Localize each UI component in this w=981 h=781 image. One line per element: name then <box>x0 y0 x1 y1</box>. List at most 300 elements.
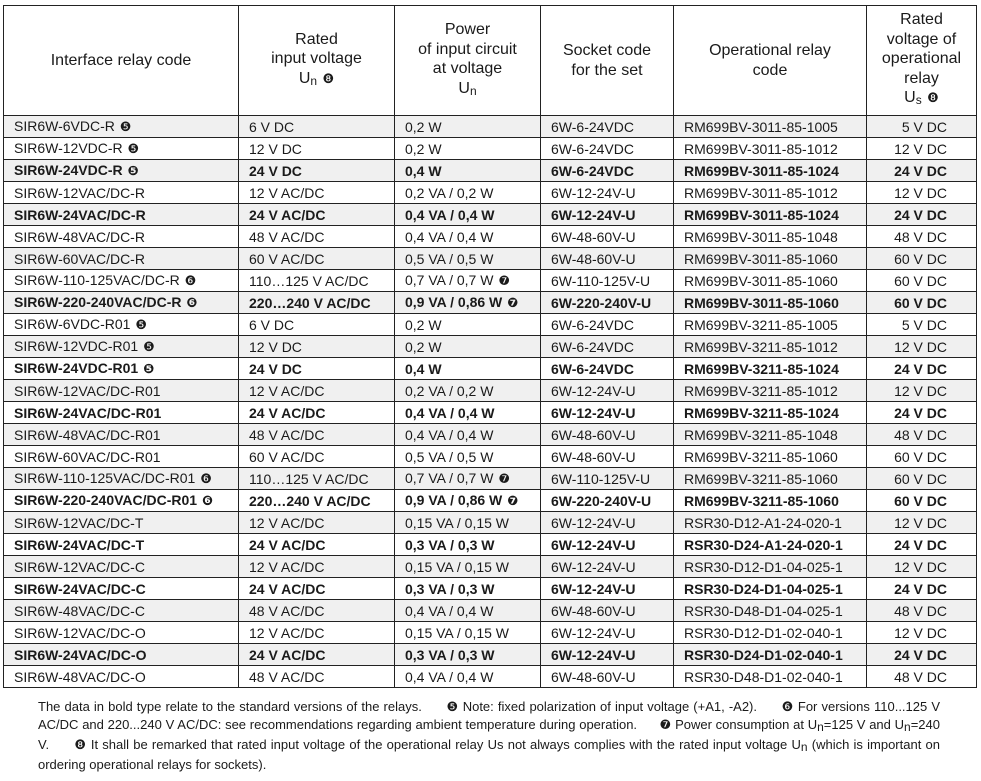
interface-relay-code: SIR6W-6VDC-R <box>14 118 115 134</box>
operational-relay-code: RSR30-D12-D1-04-025-1 <box>684 558 843 575</box>
rated-voltage-us: 24 V DC <box>894 404 947 421</box>
rated-input-voltage: 12 V AC/DC <box>249 184 325 201</box>
socket-code: 6W-48-60V-U <box>551 426 636 443</box>
rated-input-voltage: 12 V AC/DC <box>249 514 325 531</box>
table-row <box>4 138 977 160</box>
table-row <box>4 182 977 204</box>
cell-socket-code <box>541 666 674 688</box>
cell-interface-relay-code <box>4 556 239 578</box>
cell-socket-code <box>541 424 674 446</box>
note-marker-7: ❼ <box>659 717 672 732</box>
relay-table <box>3 5 977 688</box>
socket-code: 6W-48-60V-U <box>551 602 636 619</box>
operational-relay-code: RSR30-D12-A1-24-020-1 <box>684 514 842 531</box>
input-power: 0,4 W <box>405 360 442 377</box>
socket-code: 6W-6-24VDC <box>551 316 634 333</box>
input-power: 0,4 VA / 0,4 W <box>405 426 494 443</box>
rated-voltage-us: 12 V DC <box>894 140 947 157</box>
rated-voltage-us: 60 V DC <box>894 294 947 311</box>
note-marker: ❺ <box>143 361 155 376</box>
table-row <box>4 116 977 138</box>
interface-relay-code: SIR6W-12VAC/DC-T <box>14 514 144 531</box>
note-marker-8: ❽ <box>927 90 939 106</box>
cell-interface-relay-code <box>4 424 239 446</box>
rated-input-voltage: 24 V AC/DC <box>249 206 326 223</box>
cell-power <box>395 600 541 622</box>
input-power: 0,5 VA / 0,5 W <box>405 448 494 465</box>
cell-interface-relay-code <box>4 512 239 534</box>
cell-rated-input-voltage <box>239 424 395 446</box>
input-power: 0,4 VA / 0,4 W <box>405 228 494 245</box>
operational-relay-code: RM699BV-3011-85-1060 <box>684 250 838 267</box>
table-row <box>4 402 977 424</box>
interface-relay-code: SIR6W-12VAC/DC-R <box>14 184 145 201</box>
cell-operational-relay-code <box>674 292 867 314</box>
note-marker: ❺ <box>119 119 132 134</box>
cell-rated-input-voltage <box>239 204 395 226</box>
header-operational-relay-code: Operational relay code <box>674 6 867 116</box>
cell-power <box>395 270 541 292</box>
operational-relay-code: RSR30-D48-D1-04-025-1 <box>684 602 843 619</box>
cell-operational-relay-code <box>674 512 867 534</box>
rated-input-voltage: 6 V DC <box>249 118 295 135</box>
cell-socket-code <box>541 292 674 314</box>
cell-rated-voltage-us <box>867 578 977 600</box>
socket-code: 6W-6-24VDC <box>551 162 634 179</box>
rated-input-voltage: 12 V AC/DC <box>249 382 325 399</box>
rated-input-voltage: 60 V AC/DC <box>249 448 325 465</box>
rated-input-voltage: 220…240 V AC/DC <box>249 294 371 311</box>
input-power: 0,2 VA / 0,2 W <box>405 382 494 399</box>
cell-socket-code <box>541 226 674 248</box>
cell-interface-relay-code <box>4 644 239 666</box>
cell-rated-input-voltage <box>239 160 395 182</box>
cell-socket-code <box>541 138 674 160</box>
cell-interface-relay-code <box>4 314 239 336</box>
footnotes <box>38 698 940 774</box>
interface-relay-code: SIR6W-48VAC/DC-C <box>14 602 145 619</box>
rated-voltage-us: 12 V DC <box>894 514 947 531</box>
note-marker-5: ❺ <box>446 699 459 714</box>
input-power: 0,2 W <box>405 338 442 355</box>
input-power: 0,4 VA / 0,4 W <box>405 206 495 223</box>
cell-rated-voltage-us <box>867 314 977 336</box>
operational-relay-code: RM699BV-3011-85-1012 <box>684 140 838 157</box>
operational-relay-code: RM699BV-3211-85-1048 <box>684 426 838 443</box>
operational-relay-code: RM699BV-3211-85-1060 <box>684 492 839 509</box>
cell-rated-input-voltage <box>239 534 395 556</box>
operational-relay-code: RM699BV-3011-85-1012 <box>684 184 838 201</box>
rated-voltage-us: 24 V DC <box>894 162 947 179</box>
cell-rated-voltage-us <box>867 204 977 226</box>
socket-code: 6W-12-24V-U <box>551 580 636 597</box>
operational-relay-code: RM699BV-3211-85-1024 <box>684 404 839 421</box>
interface-relay-code: SIR6W-24VDC-R <box>14 162 123 178</box>
interface-relay-code: SIR6W-220-240VAC/DC-R <box>14 294 182 310</box>
cell-interface-relay-code <box>4 270 239 292</box>
cell-rated-voltage-us <box>867 226 977 248</box>
cell-socket-code <box>541 468 674 490</box>
cell-interface-relay-code <box>4 446 239 468</box>
cell-power <box>395 402 541 424</box>
note-marker: ❺ <box>143 339 155 354</box>
interface-relay-code: SIR6W-24VAC/DC-T <box>14 536 145 553</box>
socket-code: 6W-12-24V-U <box>551 404 636 421</box>
socket-code: 6W-12-24V-U <box>551 382 636 399</box>
note-8-text: It shall be remarked that rated input voltage of the operational relay Us not always complies with the rated input voltage Un (which is important on ordering operational relays for sockets). <box>38 737 940 772</box>
socket-code: 6W-12-24V-U <box>551 624 636 641</box>
rated-voltage-us: 5 V DC <box>901 118 947 135</box>
input-power: 0,4 VA / 0,4 W <box>405 602 494 619</box>
rated-voltage-us: 48 V DC <box>894 426 947 443</box>
rated-input-voltage: 220…240 V AC/DC <box>249 492 371 509</box>
rated-voltage-us: 24 V DC <box>894 360 947 377</box>
input-power: 0,4 VA / 0,4 W <box>405 404 495 421</box>
cell-interface-relay-code <box>4 248 239 270</box>
cell-rated-input-voltage <box>239 226 395 248</box>
note-marker: ❼ <box>507 295 519 310</box>
interface-relay-code: SIR6W-24VDC-R01 <box>14 360 139 376</box>
cell-interface-relay-code <box>4 182 239 204</box>
input-power: 0,7 VA / 0,7 W <box>405 470 494 486</box>
cell-socket-code <box>541 600 674 622</box>
rated-voltage-us: 48 V DC <box>894 602 947 619</box>
cell-power <box>395 578 541 600</box>
socket-code: 6W-12-24V-U <box>551 184 636 201</box>
cell-interface-relay-code <box>4 358 239 380</box>
note-7-text: Power consumption at Un=125 V and Un=240 V. <box>38 717 941 752</box>
cell-socket-code <box>541 446 674 468</box>
operational-relay-code: RM699BV-3211-85-1005 <box>684 316 838 333</box>
input-power: 0,2 VA / 0,2 W <box>405 184 494 201</box>
input-power: 0,4 W <box>405 162 442 179</box>
input-power: 0,15 VA / 0,15 W <box>405 514 510 531</box>
cell-socket-code <box>541 248 674 270</box>
cell-socket-code <box>541 204 674 226</box>
cell-operational-relay-code <box>674 358 867 380</box>
cell-rated-input-voltage <box>239 270 395 292</box>
cell-rated-input-voltage <box>239 116 395 138</box>
note-6-text: For versions 110...125 V AC/DC and 220...240 V AC/DC: see recommendations regarding ambient temperature during operation. <box>38 699 941 732</box>
interface-relay-code: SIR6W-220-240VAC/DC-R01 <box>14 492 198 508</box>
rated-voltage-us: 12 V DC <box>894 558 947 575</box>
table-row <box>4 204 977 226</box>
cell-rated-voltage-us <box>867 182 977 204</box>
cell-rated-voltage-us <box>867 116 977 138</box>
cell-operational-relay-code <box>674 600 867 622</box>
input-power: 0,3 VA / 0,3 W <box>405 646 495 663</box>
cell-power <box>395 556 541 578</box>
cell-socket-code <box>541 644 674 666</box>
interface-relay-code: SIR6W-48VAC/DC-O <box>14 668 146 685</box>
cell-operational-relay-code <box>674 644 867 666</box>
cell-rated-input-voltage <box>239 314 395 336</box>
cell-rated-input-voltage <box>239 248 395 270</box>
cell-interface-relay-code <box>4 622 239 644</box>
cell-operational-relay-code <box>674 622 867 644</box>
note-marker: ❺ <box>127 141 140 156</box>
cell-rated-voltage-us <box>867 358 977 380</box>
cell-socket-code <box>541 160 674 182</box>
cell-operational-relay-code <box>674 204 867 226</box>
rated-input-voltage: 24 V AC/DC <box>249 536 326 553</box>
cell-power <box>395 226 541 248</box>
note-marker: ❼ <box>507 493 519 508</box>
header-rated-voltage-operational-relay: Rated voltage of operational relay Us ❽ <box>867 6 977 116</box>
cell-socket-code <box>541 512 674 534</box>
operational-relay-code: RM699BV-3211-85-1024 <box>684 360 839 377</box>
rated-input-voltage: 24 V AC/DC <box>249 580 326 597</box>
rated-voltage-us: 48 V DC <box>894 228 947 245</box>
table-row <box>4 578 977 600</box>
rated-input-voltage: 12 V AC/DC <box>249 558 325 575</box>
cell-rated-voltage-us <box>867 622 977 644</box>
cell-power <box>395 314 541 336</box>
rated-input-voltage: 48 V AC/DC <box>249 602 325 619</box>
header-power-input-circuit: Power of input circuit at voltage Un <box>395 6 541 116</box>
cell-power <box>395 336 541 358</box>
operational-relay-code: RM699BV-3211-85-1012 <box>684 382 838 399</box>
note-marker-8: ❽ <box>74 737 87 752</box>
note-marker: ❻ <box>186 295 198 310</box>
operational-relay-code: RSR30-D24-A1-24-020-1 <box>684 536 843 553</box>
cell-rated-input-voltage <box>239 358 395 380</box>
note-marker: ❼ <box>498 273 510 288</box>
cell-operational-relay-code <box>674 490 867 512</box>
cell-rated-voltage-us <box>867 270 977 292</box>
socket-code: 6W-48-60V-U <box>551 250 636 267</box>
cell-interface-relay-code <box>4 160 239 182</box>
interface-relay-code: SIR6W-24VAC/DC-R01 <box>14 404 162 421</box>
cell-socket-code <box>541 336 674 358</box>
input-power: 0,4 VA / 0,4 W <box>405 668 494 685</box>
table-row <box>4 534 977 556</box>
operational-relay-code: RSR30-D24-D1-04-025-1 <box>684 580 843 597</box>
rated-input-voltage: 24 V AC/DC <box>249 646 326 663</box>
cell-rated-voltage-us <box>867 336 977 358</box>
socket-code: 6W-48-60V-U <box>551 448 636 465</box>
cell-socket-code <box>541 556 674 578</box>
rated-input-voltage: 24 V DC <box>249 162 302 179</box>
cell-rated-input-voltage <box>239 666 395 688</box>
cell-operational-relay-code <box>674 534 867 556</box>
input-power: 0,2 W <box>405 316 442 333</box>
header-row <box>4 6 977 116</box>
rated-voltage-us: 12 V DC <box>894 338 947 355</box>
socket-code: 6W-48-60V-U <box>551 228 636 245</box>
cell-operational-relay-code <box>674 578 867 600</box>
cell-rated-voltage-us <box>867 248 977 270</box>
note-marker: ❻ <box>184 273 197 288</box>
socket-code: 6W-110-125V-U <box>551 470 651 487</box>
table-row <box>4 424 977 446</box>
table-row <box>4 600 977 622</box>
cell-operational-relay-code <box>674 556 867 578</box>
cell-operational-relay-code <box>674 138 867 160</box>
cell-rated-input-voltage <box>239 402 395 424</box>
socket-code: 6W-12-24V-U <box>551 536 636 553</box>
cell-socket-code <box>541 182 674 204</box>
table-row <box>4 270 977 292</box>
rated-input-voltage: 24 V AC/DC <box>249 404 326 421</box>
cell-rated-input-voltage <box>239 468 395 490</box>
note-marker: ❺ <box>135 317 147 332</box>
input-power: 0,3 VA / 0,3 W <box>405 580 495 597</box>
rated-input-voltage: 6 V DC <box>249 316 295 333</box>
table-row <box>4 314 977 336</box>
socket-code: 6W-6-24VDC <box>551 338 634 355</box>
cell-interface-relay-code <box>4 600 239 622</box>
table-row <box>4 160 977 182</box>
cell-socket-code <box>541 490 674 512</box>
note-5-text: Note: fixed polarization of input voltage (+A1, -A2). <box>462 699 757 714</box>
cell-interface-relay-code <box>4 666 239 688</box>
note-marker-6: ❻ <box>781 699 794 714</box>
note-marker: ❺ <box>127 163 139 178</box>
interface-relay-code: SIR6W-12VAC/DC-R01 <box>14 382 161 399</box>
cell-operational-relay-code <box>674 336 867 358</box>
cell-operational-relay-code <box>674 160 867 182</box>
note-marker: ❻ <box>200 471 212 486</box>
cell-rated-voltage-us <box>867 600 977 622</box>
operational-relay-code: RSR30-D12-D1-02-040-1 <box>684 624 843 641</box>
operational-relay-code: RM699BV-3011-85-1005 <box>684 118 838 135</box>
rated-input-voltage: 110…125 V AC/DC <box>249 272 369 289</box>
interface-relay-code: SIR6W-110-125VAC/DC-R01 <box>14 470 196 486</box>
cell-rated-voltage-us <box>867 666 977 688</box>
cell-rated-input-voltage <box>239 446 395 468</box>
cell-power <box>395 622 541 644</box>
cell-rated-voltage-us <box>867 292 977 314</box>
table-row <box>4 468 977 490</box>
note-marker: ❼ <box>498 471 510 486</box>
cell-interface-relay-code <box>4 336 239 358</box>
cell-rated-voltage-us <box>867 468 977 490</box>
cell-power <box>395 138 541 160</box>
input-power: 0,9 VA / 0,86 W <box>405 294 503 310</box>
socket-code: 6W-110-125V-U <box>551 272 651 289</box>
socket-code: 6W-12-24V-U <box>551 514 636 531</box>
cell-interface-relay-code <box>4 138 239 160</box>
rated-input-voltage: 48 V AC/DC <box>249 228 325 245</box>
table-row <box>4 666 977 688</box>
socket-code: 6W-12-24V-U <box>551 558 636 575</box>
socket-code: 6W-6-24VDC <box>551 118 634 135</box>
note-bold-standard: The data in bold type relate to the standard versions of the relays. <box>38 699 422 714</box>
interface-relay-code: SIR6W-24VAC/DC-C <box>14 580 146 597</box>
table-row <box>4 248 977 270</box>
input-power: 0,7 VA / 0,7 W <box>405 272 494 288</box>
header-rated-input-voltage: Rated input voltage Un ❽ <box>239 6 395 116</box>
table-row <box>4 622 977 644</box>
socket-code: 6W-12-24V-U <box>551 646 636 663</box>
cell-rated-input-voltage <box>239 622 395 644</box>
table-row <box>4 380 977 402</box>
table-row <box>4 226 977 248</box>
cell-rated-input-voltage <box>239 556 395 578</box>
interface-relay-code: SIR6W-24VAC/DC-O <box>14 646 147 663</box>
rated-voltage-us: 60 V DC <box>894 470 947 487</box>
cell-operational-relay-code <box>674 248 867 270</box>
cell-rated-input-voltage <box>239 512 395 534</box>
operational-relay-code: RM699BV-3011-85-1060 <box>684 294 839 311</box>
cell-power <box>395 534 541 556</box>
operational-relay-code: RSR30-D48-D1-02-040-1 <box>684 668 843 685</box>
socket-code: 6W-220-240V-U <box>551 294 652 311</box>
cell-rated-voltage-us <box>867 556 977 578</box>
rated-voltage-us: 60 V DC <box>894 272 947 289</box>
socket-code: 6W-6-24VDC <box>551 360 634 377</box>
rated-voltage-us: 12 V DC <box>894 184 947 201</box>
note-marker-8: ❽ <box>322 70 335 86</box>
cell-socket-code <box>541 358 674 380</box>
cell-operational-relay-code <box>674 468 867 490</box>
cell-operational-relay-code <box>674 446 867 468</box>
header-interface-relay-code: Interface relay code <box>4 6 239 116</box>
socket-code: 6W-6-24VDC <box>551 140 634 157</box>
rated-voltage-us: 24 V DC <box>894 536 947 553</box>
cell-interface-relay-code <box>4 402 239 424</box>
cell-interface-relay-code <box>4 226 239 248</box>
table-row <box>4 512 977 534</box>
cell-socket-code <box>541 270 674 292</box>
cell-operational-relay-code <box>674 314 867 336</box>
rated-voltage-us: 5 V DC <box>901 316 947 333</box>
rated-input-voltage: 48 V AC/DC <box>249 426 325 443</box>
cell-rated-voltage-us <box>867 424 977 446</box>
cell-operational-relay-code <box>674 402 867 424</box>
input-power: 0,2 W <box>405 118 442 135</box>
operational-relay-code: RM699BV-3011-85-1024 <box>684 206 839 223</box>
cell-rated-input-voltage <box>239 182 395 204</box>
rated-input-voltage: 12 V AC/DC <box>249 624 325 641</box>
input-power: 0,9 VA / 0,86 W <box>405 492 503 508</box>
cell-power <box>395 160 541 182</box>
cell-rated-input-voltage <box>239 138 395 160</box>
cell-interface-relay-code <box>4 204 239 226</box>
rated-voltage-us: 24 V DC <box>894 580 947 597</box>
interface-relay-code: SIR6W-6VDC-R01 <box>14 316 131 332</box>
cell-rated-voltage-us <box>867 402 977 424</box>
cell-rated-input-voltage <box>239 380 395 402</box>
cell-rated-voltage-us <box>867 138 977 160</box>
rated-voltage-us: 24 V DC <box>894 646 947 663</box>
cell-rated-voltage-us <box>867 534 977 556</box>
cell-socket-code <box>541 116 674 138</box>
interface-relay-code: SIR6W-48VAC/DC-R01 <box>14 426 161 443</box>
table-row <box>4 336 977 358</box>
cell-rated-input-voltage <box>239 600 395 622</box>
socket-code: 6W-220-240V-U <box>551 492 652 509</box>
input-power: 0,15 VA / 0,15 W <box>405 624 510 641</box>
cell-rated-voltage-us <box>867 512 977 534</box>
cell-power <box>395 468 541 490</box>
cell-interface-relay-code <box>4 292 239 314</box>
cell-rated-input-voltage <box>239 644 395 666</box>
rated-input-voltage: 12 V DC <box>249 338 302 355</box>
rated-voltage-us: 60 V DC <box>894 448 947 465</box>
socket-code: 6W-12-24V-U <box>551 206 636 223</box>
rated-input-voltage: 110…125 V AC/DC <box>249 470 369 487</box>
rated-input-voltage: 12 V DC <box>249 140 302 157</box>
cell-operational-relay-code <box>674 666 867 688</box>
rated-input-voltage: 60 V AC/DC <box>249 250 325 267</box>
cell-power <box>395 424 541 446</box>
cell-interface-relay-code <box>4 578 239 600</box>
rated-voltage-us: 12 V DC <box>894 624 947 641</box>
operational-relay-code: RM699BV-3011-85-1048 <box>684 228 838 245</box>
operational-relay-code: RSR30-D24-D1-02-040-1 <box>684 646 843 663</box>
